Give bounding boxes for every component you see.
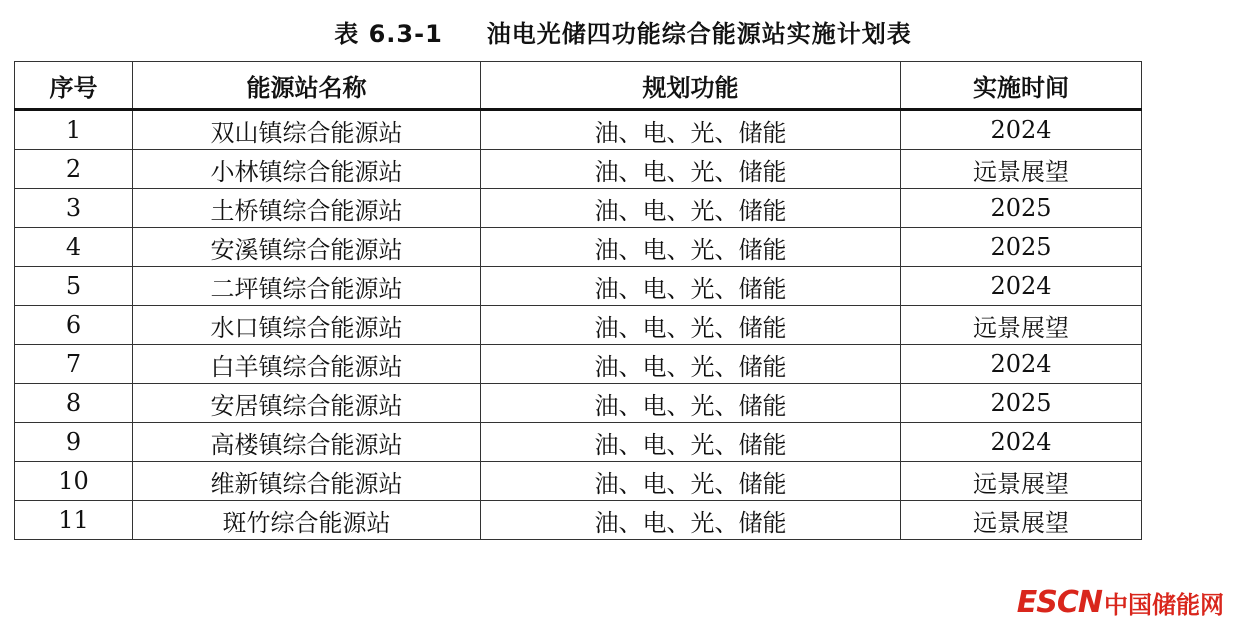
table-row [15, 150, 1142, 189]
table-row [15, 345, 1142, 384]
cell-station-name: 高楼镇综合能源站 [133, 423, 481, 462]
cell-station-name: 双山镇综合能源站 [133, 110, 481, 150]
table-row [15, 462, 1142, 501]
cell-implementation-time: 2024 [901, 267, 1142, 306]
cell-implementation-time: 2024 [901, 110, 1142, 150]
table-number: 表 6.3-1 [334, 20, 443, 48]
cell-index: 4 [15, 228, 133, 267]
cell-station-name: 维新镇综合能源站 [133, 462, 481, 501]
cell-implementation-time: 远景展望 [901, 150, 1142, 189]
table-caption [0, 14, 1246, 49]
header-station-name: 能源站名称 [133, 62, 481, 110]
header-planned-function: 规划功能 [481, 62, 901, 110]
cell-planned-function: 油、电、光、储能 [481, 228, 901, 267]
cell-index: 6 [15, 306, 133, 345]
table-row [15, 189, 1142, 228]
cell-station-name: 白羊镇综合能源站 [133, 345, 481, 384]
cell-index: 8 [15, 384, 133, 423]
logo-text-en: ESCN [1016, 584, 1102, 620]
cell-planned-function: 油、电、光、储能 [481, 189, 901, 228]
cell-planned-function: 油、电、光、储能 [481, 267, 901, 306]
cell-index: 11 [15, 501, 133, 540]
cell-implementation-time: 2024 [901, 423, 1142, 462]
cell-implementation-time: 2025 [901, 189, 1142, 228]
cell-index: 1 [15, 110, 133, 150]
cell-implementation-time: 2025 [901, 228, 1142, 267]
cell-planned-function: 油、电、光、储能 [481, 110, 901, 150]
cell-station-name: 斑竹综合能源站 [133, 501, 481, 540]
cell-station-name: 小林镇综合能源站 [133, 150, 481, 189]
table-row [15, 306, 1142, 345]
table-title: 油电光储四功能综合能源站实施计划表 [486, 20, 912, 48]
table-header [15, 62, 1142, 110]
table-body [15, 110, 1142, 540]
cell-planned-function: 油、电、光、储能 [481, 345, 901, 384]
table-row [15, 110, 1142, 150]
header-row [15, 62, 1142, 110]
cell-planned-function: 油、电、光、储能 [481, 306, 901, 345]
cell-planned-function: 油、电、光、储能 [481, 501, 901, 540]
cell-station-name: 安居镇综合能源站 [133, 384, 481, 423]
cell-planned-function: 油、电、光、储能 [481, 462, 901, 501]
logo-text-cn: 中国储能网 [1104, 590, 1224, 619]
header-index: 序号 [15, 62, 133, 110]
escn-watermark-logo [1017, 585, 1224, 619]
cell-index: 7 [15, 345, 133, 384]
implementation-plan-table [14, 61, 1142, 540]
table-row [15, 423, 1142, 462]
cell-index: 10 [15, 462, 133, 501]
cell-index: 9 [15, 423, 133, 462]
cell-implementation-time: 远景展望 [901, 501, 1142, 540]
cell-planned-function: 油、电、光、储能 [481, 423, 901, 462]
header-implementation-time: 实施时间 [901, 62, 1142, 110]
cell-index: 3 [15, 189, 133, 228]
table-row [15, 501, 1142, 540]
cell-planned-function: 油、电、光、储能 [481, 384, 901, 423]
cell-implementation-time: 远景展望 [901, 306, 1142, 345]
cell-implementation-time: 2025 [901, 384, 1142, 423]
cell-implementation-time: 远景展望 [901, 462, 1142, 501]
table-row [15, 267, 1142, 306]
cell-index: 5 [15, 267, 133, 306]
cell-index: 2 [15, 150, 133, 189]
cell-station-name: 二坪镇综合能源站 [133, 267, 481, 306]
cell-station-name: 安溪镇综合能源站 [133, 228, 481, 267]
cell-implementation-time: 2024 [901, 345, 1142, 384]
cell-station-name: 水口镇综合能源站 [133, 306, 481, 345]
table-row [15, 228, 1142, 267]
cell-station-name: 土桥镇综合能源站 [133, 189, 481, 228]
cell-planned-function: 油、电、光、储能 [481, 150, 901, 189]
table-row [15, 384, 1142, 423]
